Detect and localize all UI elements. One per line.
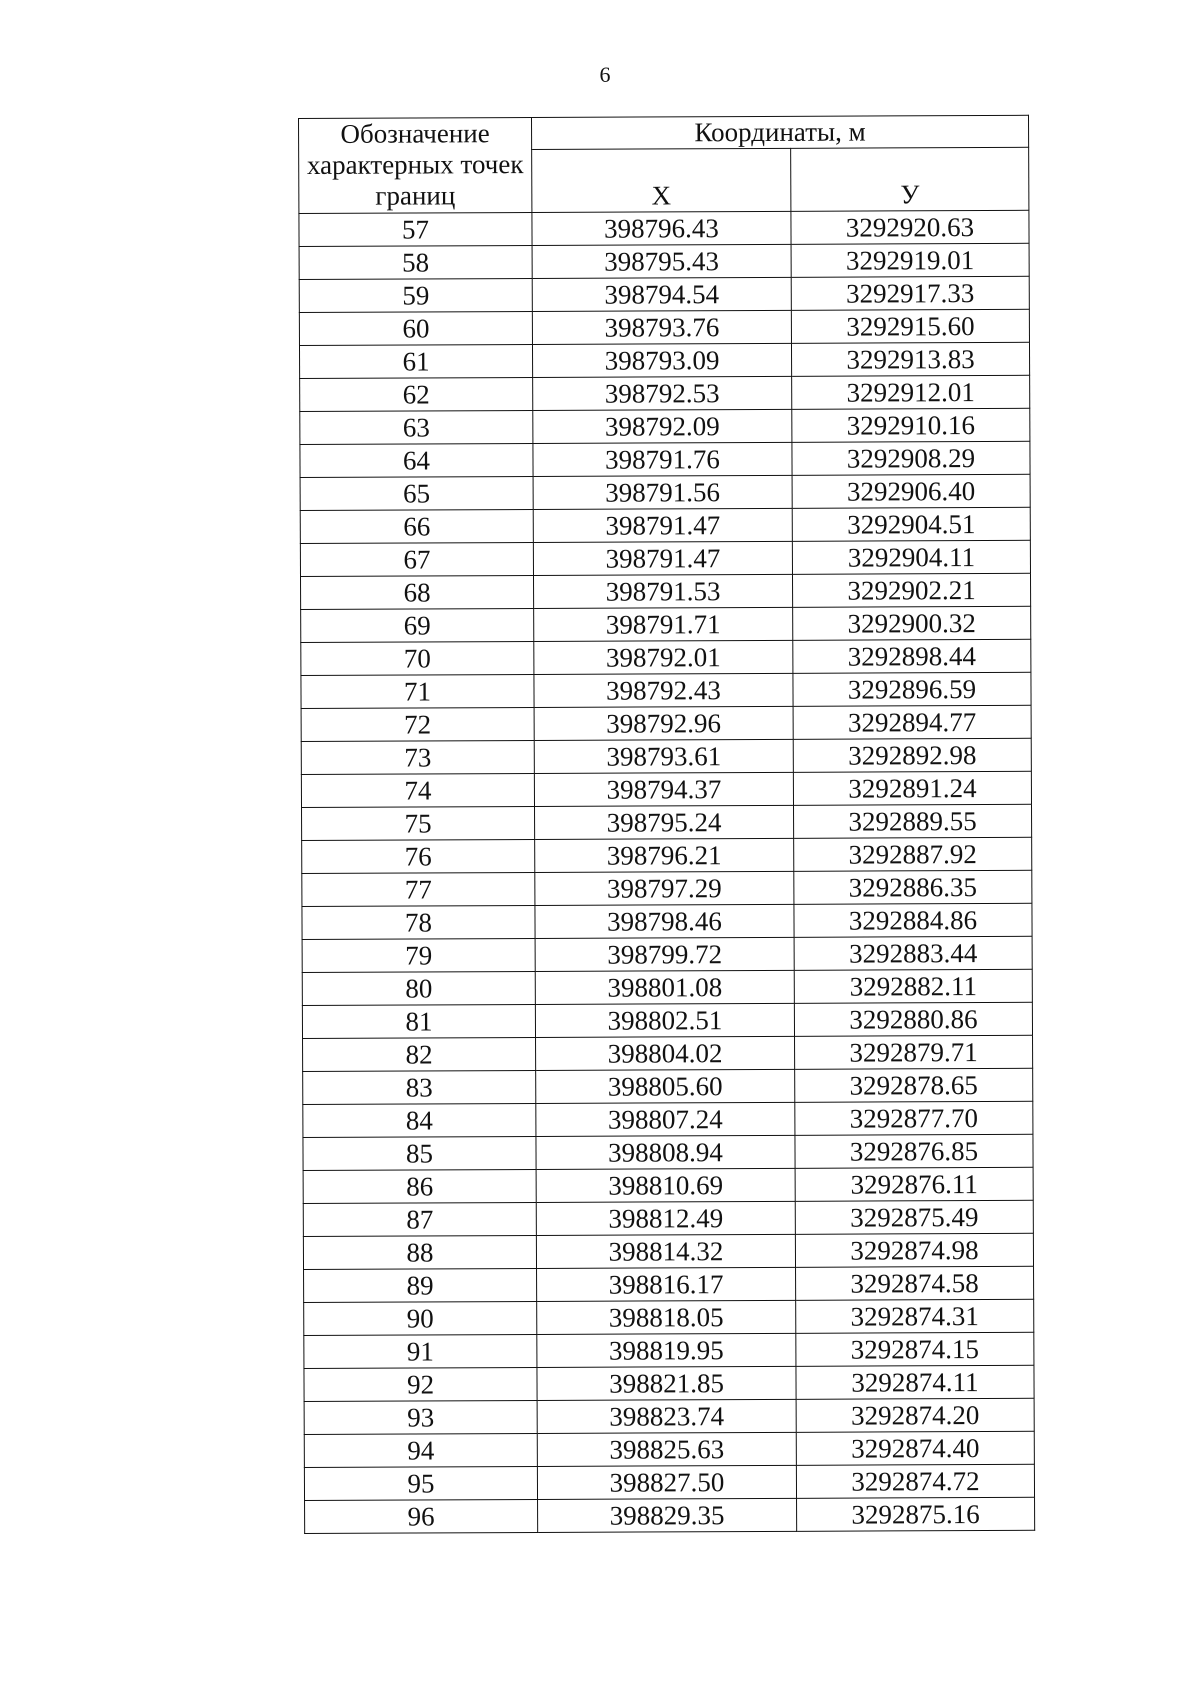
point-cell: 67 [300,542,533,576]
x-coordinate-cell: 398829.35 [538,1498,797,1532]
y-coordinate-cell: 3292894.77 [793,705,1031,739]
point-cell: 87 [303,1202,536,1236]
table-row [303,1101,1033,1137]
point-cell: 92 [304,1367,537,1401]
x-coordinate-cell: 398791.53 [533,574,792,608]
point-cell: 95 [304,1466,537,1500]
table-row [300,441,1030,477]
x-coordinate-cell: 398797.29 [535,871,794,905]
x-coordinate-cell: 398814.32 [536,1234,795,1268]
table-row [305,1497,1035,1533]
point-cell: 70 [301,641,534,675]
point-cell: 68 [301,575,534,609]
table-row [302,969,1032,1005]
table-row [301,639,1031,675]
x-coordinate-cell: 398792.01 [534,640,793,674]
x-coordinate-cell: 398810.69 [536,1168,795,1202]
table-row [302,1002,1032,1038]
x-coordinate-cell: 398821.85 [537,1366,796,1400]
table-row [299,342,1029,378]
point-cell: 78 [302,905,535,939]
y-coordinate-cell: 3292904.11 [792,540,1030,574]
point-cell: 74 [301,773,534,807]
y-coordinate-cell: 3292876.11 [795,1167,1033,1201]
table-row [303,1167,1033,1203]
table-row [303,1068,1033,1104]
x-coordinate-cell: 398794.37 [534,772,793,806]
x-coordinate-cell: 398823.74 [537,1399,796,1433]
table-row [301,738,1031,774]
point-cell: 73 [301,740,534,774]
y-coordinate-cell: 3292887.92 [794,837,1032,871]
y-coordinate-cell: 3292896.59 [793,672,1031,706]
y-coordinate-cell: 3292883.44 [794,936,1032,970]
x-coordinate-cell: 398798.46 [535,904,794,938]
x-coordinate-cell: 398795.24 [535,805,794,839]
x-coordinate-cell: 398792.09 [533,409,792,443]
table-row [299,210,1029,246]
table-row [299,243,1029,279]
table-row [300,474,1030,510]
y-coordinate-cell: 3292891.24 [793,771,1031,805]
page-number: 6 [599,62,611,87]
point-cell: 91 [304,1334,537,1368]
x-coordinate-cell: 398812.49 [536,1201,795,1235]
point-cell: 61 [299,344,532,378]
point-cell: 60 [299,311,532,345]
point-cell: 76 [302,839,535,873]
point-cell: 72 [301,707,534,741]
table-row [304,1332,1034,1368]
y-coordinate-cell: 3292906.40 [792,474,1030,508]
y-coordinate-cell: 3292882.11 [794,969,1032,1003]
coordinates-table [298,115,1035,1534]
point-cell: 71 [301,674,534,708]
y-coordinate-cell: 3292874.72 [796,1464,1034,1498]
x-coordinate-cell: 398796.43 [532,211,791,245]
table-row [301,606,1031,642]
y-coordinate-cell: 3292874.58 [796,1266,1034,1300]
point-cell: 77 [302,872,535,906]
x-coordinate-cell: 398793.09 [532,343,791,377]
x-coordinate-cell: 398791.71 [534,607,793,641]
y-coordinate-cell: 3292878.65 [795,1068,1033,1102]
point-cell: 84 [303,1103,536,1137]
designation-header: Обозначение характерных точек границ [299,117,532,213]
point-cell: 96 [305,1499,538,1533]
table-row [300,507,1030,543]
table-row [304,1299,1034,1335]
point-cell: 79 [302,938,535,972]
y-coordinate-cell: 3292910.16 [792,408,1030,442]
table-body [299,210,1035,1533]
table-row [301,672,1031,708]
point-cell: 59 [299,278,532,312]
table-header [299,115,1029,213]
y-coordinate-cell: 3292874.11 [796,1365,1034,1399]
table-row [300,408,1030,444]
point-cell: 88 [303,1235,536,1269]
x-coordinate-cell: 398793.61 [534,739,793,773]
y-coordinate-cell: 3292875.16 [797,1497,1035,1531]
x-coordinate-cell: 398791.47 [533,541,792,575]
table-row [302,804,1032,840]
y-coordinate-cell: 3292912.01 [792,375,1030,409]
y-coordinate-cell: 3292880.86 [794,1002,1032,1036]
y-coordinate-cell: 3292876.85 [795,1134,1033,1168]
y-coordinate-cell: 3292915.60 [791,309,1029,343]
table-row [302,837,1032,873]
point-cell: 57 [299,212,532,246]
x-coordinate-cell: 398825.63 [537,1432,796,1466]
x-coordinate-cell: 398802.51 [535,1003,794,1037]
table-row [304,1266,1034,1302]
table-row [303,1200,1033,1236]
x-coordinate-cell: 398796.21 [535,838,794,872]
point-cell: 69 [301,608,534,642]
table-row [304,1431,1034,1467]
table-row [301,705,1031,741]
table-row [303,1233,1033,1269]
y-coordinate-cell: 3292886.35 [794,870,1032,904]
point-cell: 63 [300,410,533,444]
y-coordinate-cell: 3292920.63 [791,210,1029,244]
table-row [301,573,1031,609]
point-cell: 65 [300,476,533,510]
y-coordinate-cell: 3292874.98 [795,1233,1033,1267]
point-cell: 62 [300,377,533,411]
x-coordinate-cell: 398791.47 [533,508,792,542]
y-coordinate-cell: 3292917.33 [791,276,1029,310]
table-row [303,1134,1033,1170]
y-column-header: У [791,147,1029,211]
table-row [300,375,1030,411]
coordinates-header: Координаты, м [531,115,1028,149]
x-coordinate-cell: 398818.05 [537,1300,796,1334]
y-coordinate-cell: 3292884.86 [794,903,1032,937]
point-cell: 82 [303,1037,536,1071]
point-cell: 85 [303,1136,536,1170]
y-coordinate-cell: 3292874.31 [796,1299,1034,1333]
point-cell: 64 [300,443,533,477]
x-coordinate-cell: 398794.54 [532,277,791,311]
y-coordinate-cell: 3292874.20 [796,1398,1034,1432]
y-coordinate-cell: 3292902.21 [792,573,1030,607]
table-row [302,870,1032,906]
x-column-header: Х [532,148,791,212]
table-row [300,540,1030,576]
x-coordinate-cell: 398791.56 [533,475,792,509]
table-row [304,1398,1034,1434]
y-coordinate-cell: 3292875.49 [795,1200,1033,1234]
point-cell: 66 [300,509,533,543]
point-cell: 83 [303,1070,536,1104]
x-coordinate-cell: 398792.96 [534,706,793,740]
y-coordinate-cell: 3292877.70 [795,1101,1033,1135]
point-cell: 86 [303,1169,536,1203]
y-coordinate-cell: 3292904.51 [792,507,1030,541]
y-coordinate-cell: 3292874.15 [796,1332,1034,1366]
x-coordinate-cell: 398792.43 [534,673,793,707]
x-coordinate-cell: 398795.43 [532,244,791,278]
point-cell: 89 [304,1268,537,1302]
x-coordinate-cell: 398801.08 [535,970,794,1004]
x-coordinate-cell: 398792.53 [533,376,792,410]
x-coordinate-cell: 398805.60 [536,1069,795,1103]
y-coordinate-cell: 3292913.83 [791,342,1029,376]
table-row [304,1365,1034,1401]
point-cell: 93 [304,1400,537,1434]
y-coordinate-cell: 3292900.32 [793,606,1031,640]
x-coordinate-cell: 398808.94 [536,1135,795,1169]
point-cell: 90 [304,1301,537,1335]
table-row [304,1464,1034,1500]
point-cell: 81 [302,1004,535,1038]
x-coordinate-cell: 398791.76 [533,442,792,476]
table-row [301,771,1031,807]
y-coordinate-cell: 3292892.98 [793,738,1031,772]
y-coordinate-cell: 3292874.40 [796,1431,1034,1465]
y-coordinate-cell: 3292889.55 [794,804,1032,838]
point-cell: 75 [302,806,535,840]
x-coordinate-cell: 398807.24 [536,1102,795,1136]
y-coordinate-cell: 3292879.71 [795,1035,1033,1069]
x-coordinate-cell: 398819.95 [537,1333,796,1367]
x-coordinate-cell: 398816.17 [537,1267,796,1301]
table-row [302,936,1032,972]
y-coordinate-cell: 3292908.29 [792,441,1030,475]
point-cell: 80 [302,971,535,1005]
y-coordinate-cell: 3292898.44 [793,639,1031,673]
table-row [299,309,1029,345]
header-row-top [299,115,1029,150]
x-coordinate-cell: 398799.72 [535,937,794,971]
x-coordinate-cell: 398804.02 [536,1036,795,1070]
point-cell: 58 [299,245,532,279]
table-row [303,1035,1033,1071]
table-row [302,903,1032,939]
x-coordinate-cell: 398827.50 [537,1465,796,1499]
table-row [299,276,1029,312]
x-coordinate-cell: 398793.76 [532,310,791,344]
y-coordinate-cell: 3292919.01 [791,243,1029,277]
point-cell: 94 [304,1433,537,1467]
